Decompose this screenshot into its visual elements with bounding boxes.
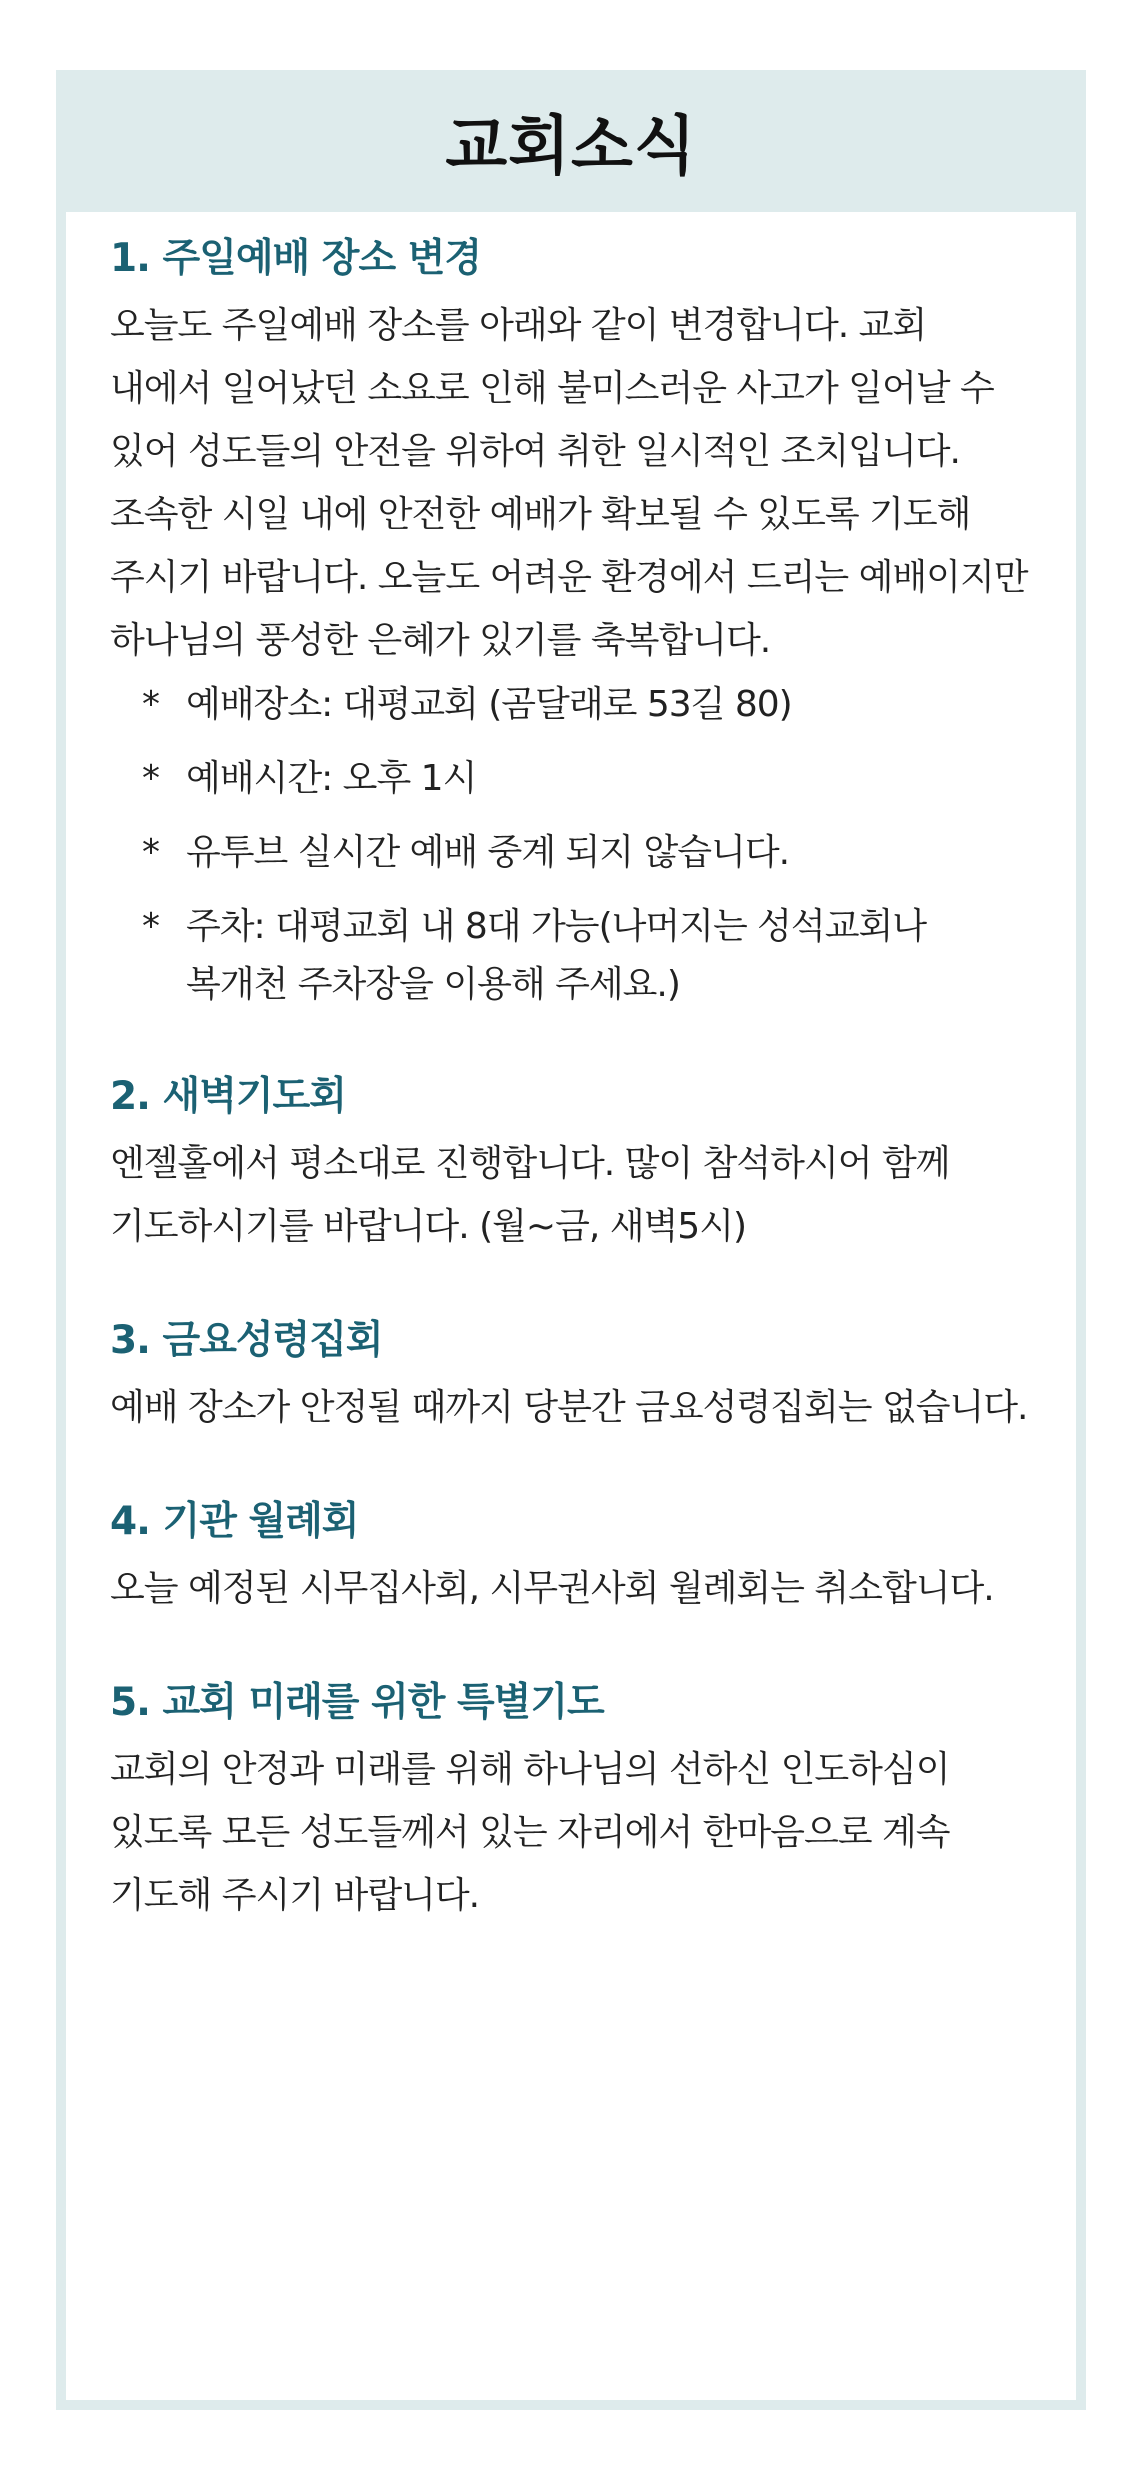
bullet-text: 유투브 실시간 예배 중계 되지 않습니다. — [186, 832, 790, 873]
section-body: 오늘도 주일예배 장소를 아래와 같이 변경합니다. 교회 내에서 일어났던 소요로 인해 불미스러운 사고가 일어날 수 있어 성도들의 안전을 위하여 취한 일시적인 조치입니다. 조속한 시일 내에 안전한 예배가 확보될 수 있도록 기도해 주시기 바랍니다. 오늘도 어려운 환경에서 드리는 예배이지만 하나님의 풍성한 은혜가 있기를 축복합니다. — [110, 305, 1028, 661]
section-special-prayer — [110, 1676, 1036, 1927]
bullet-text: 주차: 대평교회 내 8대 가능(나머지는 성석교회나 복개천 주차장을 이용해 주세요.) — [186, 906, 927, 1005]
list-item — [142, 898, 1036, 1014]
section-body: 엔젤홀에서 평소대로 진행합니다. 많이 참석하시어 함께 기도하시기를 바랍니다. (월~금, 새벽5시) — [110, 1143, 950, 1247]
bullet-mark: * — [142, 906, 159, 947]
bullet-mark: * — [142, 758, 159, 799]
section-body: 교회의 안정과 미래를 위해 하나님의 선하신 인도하심이 있도록 모든 성도들께서 있는 자리에서 한마음으로 계속 기도해 주시기 바랍니다. — [110, 1749, 950, 1916]
list-item — [142, 676, 1036, 734]
list-item — [142, 824, 1036, 882]
section-friday-service — [110, 1314, 1036, 1439]
section-sunday-worship — [110, 232, 1036, 1014]
section-body: 오늘 예정된 시무집사회, 시무권사회 월례회는 취소합니다. — [110, 1568, 994, 1609]
bullet-mark: * — [142, 684, 159, 725]
section-heading: 4. 기관 월례회 — [110, 1499, 359, 1544]
section-body: 예배 장소가 안정될 때까지 당분간 금요성령집회는 없습니다. — [110, 1387, 1028, 1428]
bullet-text: 예배시간: 오후 1시 — [186, 758, 477, 799]
list-item — [142, 750, 1036, 808]
section-heading: 5. 교회 미래를 위한 특별기도 — [110, 1680, 604, 1725]
section-heading: 2. 새벽기도회 — [110, 1074, 346, 1119]
page-title: 교회소식 — [445, 110, 697, 184]
bullet-mark: * — [142, 832, 159, 873]
bullet-text: 예배장소: 대평교회 (곰달래로 53길 80) — [186, 684, 792, 725]
section-heading: 3. 금요성령집회 — [110, 1318, 383, 1363]
section-monthly-meeting — [110, 1495, 1036, 1620]
bullet-list — [110, 676, 1036, 1014]
news-content — [66, 212, 1076, 2400]
section-dawn-prayer — [110, 1070, 1036, 1258]
news-frame — [56, 70, 1086, 2410]
header-bar — [56, 70, 1086, 212]
section-heading: 1. 주일예배 장소 변경 — [110, 236, 482, 281]
